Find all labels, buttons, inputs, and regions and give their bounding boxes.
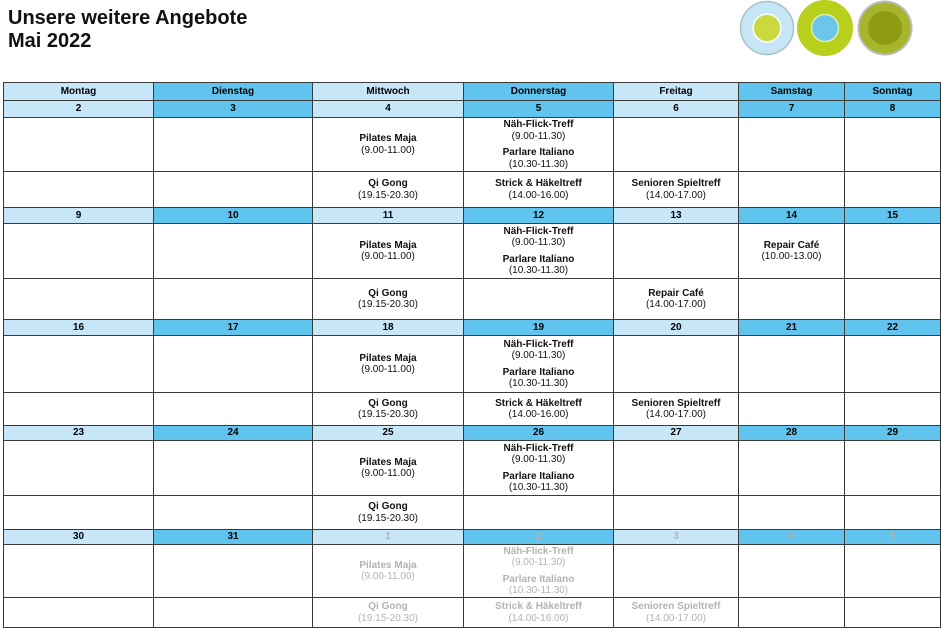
date-number: 6 xyxy=(673,103,679,115)
day-slot xyxy=(464,172,614,208)
day-slot xyxy=(4,118,154,172)
event-entry xyxy=(646,288,706,311)
event-time: (9.00-11.00) xyxy=(361,144,415,156)
day-slot xyxy=(4,441,154,496)
event-name: Pilates Maja xyxy=(359,239,417,251)
event-time: (9.00-11.00) xyxy=(361,364,415,375)
event-entry xyxy=(503,367,575,390)
date-cell xyxy=(154,426,313,441)
day-slot xyxy=(464,545,614,598)
day-header xyxy=(4,83,154,101)
event-time: (10.30-11.30) xyxy=(508,158,569,170)
event-name: Strick & Häkeltreff xyxy=(495,178,582,189)
day-slot xyxy=(614,496,739,530)
event-time: (14.00-17.00) xyxy=(645,409,707,420)
day-slot xyxy=(4,336,154,393)
date-number: 8 xyxy=(889,103,896,115)
date-cell xyxy=(614,530,739,545)
date-number: 2 xyxy=(75,103,82,115)
date-number: 9 xyxy=(75,209,82,221)
event-entry xyxy=(503,574,575,597)
event-entry xyxy=(359,133,416,156)
event-time: (14.00-17.00) xyxy=(645,189,707,201)
document-month: Mai 2022 xyxy=(8,30,92,52)
day-header xyxy=(739,83,845,101)
day-slot xyxy=(614,336,739,393)
date-number: 31 xyxy=(227,531,239,543)
event-entry xyxy=(503,254,575,277)
event-entry xyxy=(359,240,416,263)
date-number: 22 xyxy=(886,321,899,333)
date-cell xyxy=(4,530,154,545)
day-header xyxy=(845,83,941,101)
date-number: 2 xyxy=(535,531,542,543)
day-slot xyxy=(739,224,845,279)
date-number: 30 xyxy=(72,531,85,543)
day-slot xyxy=(614,393,739,426)
event-time: (10.00-13.00) xyxy=(761,251,822,262)
calendar-grid xyxy=(3,82,941,628)
date-number: 27 xyxy=(670,427,682,439)
date-cell xyxy=(739,101,845,118)
day-slot xyxy=(845,598,941,628)
day-name: Donnerstag xyxy=(510,85,567,97)
day-header xyxy=(154,83,313,101)
date-cell xyxy=(614,101,739,118)
event-name: Näh-Flick-Treff xyxy=(503,119,574,130)
event-name: Pilates Maja xyxy=(359,456,417,468)
event-time: (9.00-11.30) xyxy=(511,350,566,361)
event-name: Parlare Italiano xyxy=(502,573,575,585)
event-entry xyxy=(503,471,575,494)
event-entry xyxy=(632,601,721,624)
day-slot xyxy=(845,118,941,172)
day-name: Sonntag xyxy=(872,85,913,97)
date-number: 18 xyxy=(382,321,394,333)
event-time: (9.00-11.30) xyxy=(511,237,566,248)
date-cell xyxy=(313,320,464,336)
date-number: 29 xyxy=(886,427,899,439)
date-cell xyxy=(845,320,941,336)
date-cell xyxy=(313,101,464,118)
date-number: 1 xyxy=(385,531,391,543)
date-number: 4 xyxy=(385,103,391,115)
day-slot xyxy=(4,545,154,598)
event-name: Näh-Flick-Treff xyxy=(503,545,574,557)
event-entry xyxy=(359,560,416,583)
day-slot xyxy=(464,496,614,530)
day-slot xyxy=(4,224,154,279)
date-cell xyxy=(464,320,614,336)
day-slot xyxy=(739,393,845,426)
day-name: Samstag xyxy=(770,85,813,97)
day-slot xyxy=(464,441,614,496)
event-name: Pilates Maja xyxy=(359,133,417,144)
day-slot xyxy=(154,336,313,393)
date-cell xyxy=(464,208,614,224)
day-slot xyxy=(154,496,313,530)
event-time: (9.00-11.30) xyxy=(511,130,566,142)
event-name: Parlare Italiano xyxy=(502,470,575,482)
event-time: (9.00-11.00) xyxy=(361,571,415,582)
date-cell xyxy=(4,101,154,118)
date-number: 13 xyxy=(670,209,682,221)
event-name: Strick & Häkeltreff xyxy=(495,397,582,409)
day-slot xyxy=(154,118,313,172)
date-cell xyxy=(154,320,313,336)
day-slot xyxy=(464,336,614,393)
event-time: (9.00-11.30) xyxy=(511,454,566,465)
date-cell xyxy=(739,530,845,545)
day-slot xyxy=(845,393,941,426)
event-time: (10.30-11.30) xyxy=(508,585,569,596)
event-time: (9.00-11.00) xyxy=(361,251,415,262)
date-cell xyxy=(845,530,941,545)
event-name: Repair Café xyxy=(763,239,820,251)
event-entry xyxy=(503,546,573,569)
day-header xyxy=(614,83,739,101)
date-number: 16 xyxy=(72,321,85,333)
date-number: 11 xyxy=(382,209,394,221)
date-number: 5 xyxy=(889,531,896,543)
date-number: 28 xyxy=(785,427,798,439)
event-entry xyxy=(495,601,582,624)
day-slot xyxy=(614,118,739,172)
day-slot xyxy=(464,598,614,628)
day-slot xyxy=(614,279,739,320)
event-name: Senioren Spieltreff xyxy=(631,397,721,409)
date-number: 14 xyxy=(785,209,798,221)
day-slot xyxy=(845,224,941,279)
date-number: 24 xyxy=(227,427,239,439)
date-cell xyxy=(845,101,941,118)
date-number: 25 xyxy=(382,427,394,439)
day-slot xyxy=(739,279,845,320)
event-entry xyxy=(503,443,573,466)
date-cell xyxy=(4,320,154,336)
date-number: 3 xyxy=(673,531,679,543)
day-slot xyxy=(313,598,464,628)
event-name: Qi Gong xyxy=(368,287,408,299)
event-name: Qi Gong xyxy=(368,397,408,409)
day-slot xyxy=(614,224,739,279)
day-slot xyxy=(154,279,313,320)
event-time: (19.15-20.30) xyxy=(357,612,419,624)
date-cell xyxy=(614,426,739,441)
day-slot xyxy=(739,496,845,530)
event-name: Parlare Italiano xyxy=(502,147,575,158)
date-number: 4 xyxy=(788,531,795,543)
event-time: (14.00-16.00) xyxy=(508,189,569,201)
date-cell xyxy=(313,208,464,224)
day-slot xyxy=(313,545,464,598)
event-entry xyxy=(503,147,575,170)
event-time: (10.30-11.30) xyxy=(508,378,569,389)
day-slot xyxy=(614,441,739,496)
event-time: (19.15-20.30) xyxy=(357,512,419,524)
document-header xyxy=(8,7,247,53)
event-time: (14.00-16.00) xyxy=(508,409,569,420)
day-slot xyxy=(313,118,464,172)
day-slot xyxy=(614,172,739,208)
date-cell xyxy=(845,426,941,441)
event-entry xyxy=(495,178,582,201)
day-slot xyxy=(313,224,464,279)
event-entry xyxy=(761,240,821,263)
date-number: 12 xyxy=(532,209,545,221)
event-name: Senioren Spieltreff xyxy=(631,601,721,612)
day-slot xyxy=(739,598,845,628)
event-entry xyxy=(359,457,416,480)
date-number: 5 xyxy=(535,103,542,115)
date-number: 7 xyxy=(788,103,795,115)
event-time: (10.30-11.30) xyxy=(508,265,569,276)
event-time: (19.15-20.30) xyxy=(357,409,419,420)
day-slot xyxy=(4,598,154,628)
event-time: (19.15-20.30) xyxy=(357,299,419,310)
day-slot xyxy=(614,545,739,598)
day-slot xyxy=(154,172,313,208)
event-time: (14.00-17.00) xyxy=(645,612,707,624)
date-number: 21 xyxy=(785,321,798,333)
event-name: Pilates Maja xyxy=(359,352,417,364)
event-name: Pilates Maja xyxy=(359,559,417,571)
date-cell xyxy=(154,208,313,224)
event-name: Näh-Flick-Treff xyxy=(503,338,574,350)
event-entry xyxy=(632,398,721,421)
date-cell xyxy=(154,530,313,545)
event-entry xyxy=(503,119,573,142)
day-name: Freitag xyxy=(659,85,693,97)
event-entry xyxy=(358,398,418,421)
day-slot xyxy=(154,224,313,279)
event-entry xyxy=(358,501,418,524)
document-title: Unsere weitere Angebote xyxy=(8,7,248,29)
event-entry xyxy=(503,339,573,362)
day-slot xyxy=(313,172,464,208)
day-slot xyxy=(464,118,614,172)
day-name: Montag xyxy=(60,85,97,97)
date-number: 15 xyxy=(886,209,899,221)
day-slot xyxy=(313,393,464,426)
day-slot xyxy=(313,496,464,530)
day-slot xyxy=(739,336,845,393)
event-time: (10.30-11.30) xyxy=(508,482,569,493)
day-slot xyxy=(154,393,313,426)
day-slot xyxy=(313,336,464,393)
day-slot xyxy=(739,441,845,496)
event-entry xyxy=(495,398,582,421)
event-name: Qi Gong xyxy=(368,501,408,512)
event-time: (14.00-16.00) xyxy=(508,612,569,624)
day-slot xyxy=(464,393,614,426)
logo-circle-3 xyxy=(859,2,912,55)
event-entry xyxy=(359,353,416,376)
event-time: (19.15-20.30) xyxy=(357,189,419,201)
day-header xyxy=(464,83,614,101)
day-slot xyxy=(739,545,845,598)
day-name: Mittwoch xyxy=(366,85,410,97)
logo-circle-2 xyxy=(798,1,853,56)
day-slot xyxy=(313,441,464,496)
day-slot xyxy=(739,172,845,208)
date-number: 10 xyxy=(227,209,239,221)
date-cell xyxy=(4,208,154,224)
day-slot xyxy=(845,545,941,598)
date-cell xyxy=(464,426,614,441)
logo xyxy=(738,0,920,58)
day-slot xyxy=(154,598,313,628)
logo-circle-1 xyxy=(741,2,794,55)
date-cell xyxy=(154,101,313,118)
date-cell xyxy=(4,426,154,441)
day-slot xyxy=(845,279,941,320)
date-number: 17 xyxy=(227,321,239,333)
date-cell xyxy=(845,208,941,224)
event-time: (9.00-11.30) xyxy=(511,557,566,568)
event-entry xyxy=(358,601,418,624)
day-slot xyxy=(4,279,154,320)
date-number: 26 xyxy=(532,427,545,439)
day-slot xyxy=(464,279,614,320)
event-name: Näh-Flick-Treff xyxy=(503,225,574,237)
event-name: Näh-Flick-Treff xyxy=(503,442,574,454)
date-number: 19 xyxy=(532,321,545,333)
date-cell xyxy=(464,101,614,118)
date-number: 23 xyxy=(72,427,85,439)
day-slot xyxy=(4,172,154,208)
event-name: Qi Gong xyxy=(368,178,408,189)
day-slot xyxy=(845,336,941,393)
event-name: Qi Gong xyxy=(368,601,408,612)
event-name: Parlare Italiano xyxy=(502,366,575,378)
day-slot xyxy=(154,545,313,598)
event-time: (14.00-17.00) xyxy=(645,299,707,310)
day-slot xyxy=(154,441,313,496)
event-entry xyxy=(632,178,721,201)
date-cell xyxy=(464,530,614,545)
date-number: 3 xyxy=(230,103,236,115)
day-slot xyxy=(845,441,941,496)
day-slot xyxy=(4,393,154,426)
day-slot xyxy=(4,496,154,530)
date-cell xyxy=(313,426,464,441)
date-cell xyxy=(614,208,739,224)
date-cell xyxy=(313,530,464,545)
date-cell xyxy=(739,320,845,336)
event-entry xyxy=(503,226,573,249)
day-slot xyxy=(313,279,464,320)
event-name: Parlare Italiano xyxy=(502,253,575,265)
event-name: Senioren Spieltreff xyxy=(631,178,721,189)
day-slot xyxy=(614,598,739,628)
date-cell xyxy=(739,208,845,224)
day-slot xyxy=(845,172,941,208)
day-name: Dienstag xyxy=(211,85,255,97)
day-header xyxy=(313,83,464,101)
event-time: (9.00-11.00) xyxy=(361,468,415,479)
event-name: Repair Café xyxy=(648,287,704,299)
event-entry xyxy=(358,178,418,201)
day-slot xyxy=(464,224,614,279)
day-slot xyxy=(845,496,941,530)
date-number: 20 xyxy=(670,321,682,333)
event-entry xyxy=(358,288,418,311)
date-cell xyxy=(739,426,845,441)
event-name: Strick & Häkeltreff xyxy=(495,601,582,612)
day-slot xyxy=(739,118,845,172)
date-cell xyxy=(614,320,739,336)
